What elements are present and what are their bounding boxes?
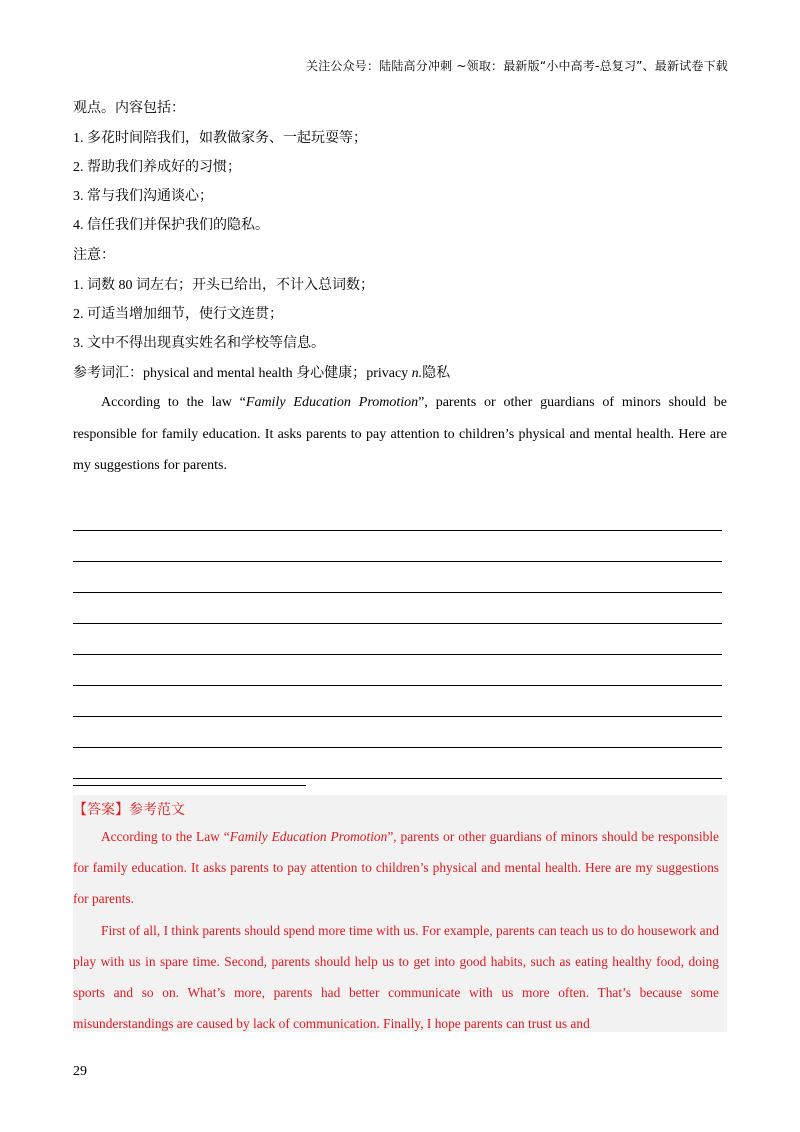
writing-line: [73, 655, 722, 686]
writing-lines: [73, 500, 722, 779]
vocab-term2-zh: 隐私: [422, 366, 451, 381]
answer-paragraph-1: According to the Law “Family Education Promotion”, parents or other guardians of minors should be responsible for family education. It asks parents to pay attention to children’s physical and mental health. Here are my suggestions for parents.: [73, 829, 720, 907]
point-3: 3. 常与我们沟通谈心；: [73, 189, 213, 204]
vocab-line: [73, 365, 450, 383]
answer-heading: 【答案】参考范文: [73, 803, 185, 818]
writing-line: [73, 562, 722, 593]
vocab-term2: privacy: [366, 366, 412, 381]
answer-section: [73, 795, 727, 1032]
vocab-term1-zh: 身心健康；: [292, 366, 367, 381]
law-title: Family Education Promotion: [245, 395, 419, 410]
answer-paragraph-2: First of all, I think parents should spend more time with us. For example, parents can teach us to do housework and play with us in spare time. Second, parents should help us to get into good habits, such as eating healthy food, doing sports and so on. What’s more, parents had better communicate with us more often. That’s because some misunderstandings are caused by lack of communication. Finally, I hope parents can trust us and: [73, 922, 719, 1032]
vocab-label: 参考词汇：: [73, 366, 143, 381]
page-number: 29: [73, 1064, 87, 1079]
writing-line-short: [73, 785, 306, 786]
point-2: 2. 帮助我们养成好的习惯；: [73, 160, 241, 175]
note-1: 1. 词数 80 词左右；开头已给出，不计入总词数；: [73, 278, 374, 293]
writing-line: [73, 593, 722, 624]
vocab-term2-pos: n.: [411, 366, 423, 381]
writing-line: [73, 624, 722, 655]
notes-heading: 注意：: [73, 248, 115, 263]
answer-law-title: Family Education Promotion: [229, 829, 388, 844]
note-3: 3. 文中不得出现真实姓名和学校等信息。: [73, 336, 325, 351]
note-2: 2. 可适当增加细节，使行文连贯；: [73, 307, 283, 322]
writing-line: [73, 500, 722, 531]
page-header: 关注公众号：陆陆高分冲刺 ~领取：最新版“小中高考-总复习”、最新试卷下载: [305, 59, 728, 73]
point-4: 4. 信任我们并保护我们的隐私。: [73, 218, 269, 233]
writing-line: [73, 531, 722, 562]
intro-paragraph: According to the law “Family Education Promotion”, parents or other guardians of minors should be responsible for family education. It asks parents to pay attention to children’s physical and mental health. Here are my suggestions for parents.: [73, 395, 727, 473]
writing-line: [73, 748, 722, 779]
writing-line: [73, 686, 722, 717]
text-line: 观点。内容包括：: [73, 101, 185, 116]
point-1: 1. 多花时间陪我们，如教做家务、一起玩耍等；: [73, 131, 367, 146]
vocab-term1: physical and mental health: [143, 366, 293, 381]
writing-line: [73, 717, 722, 748]
